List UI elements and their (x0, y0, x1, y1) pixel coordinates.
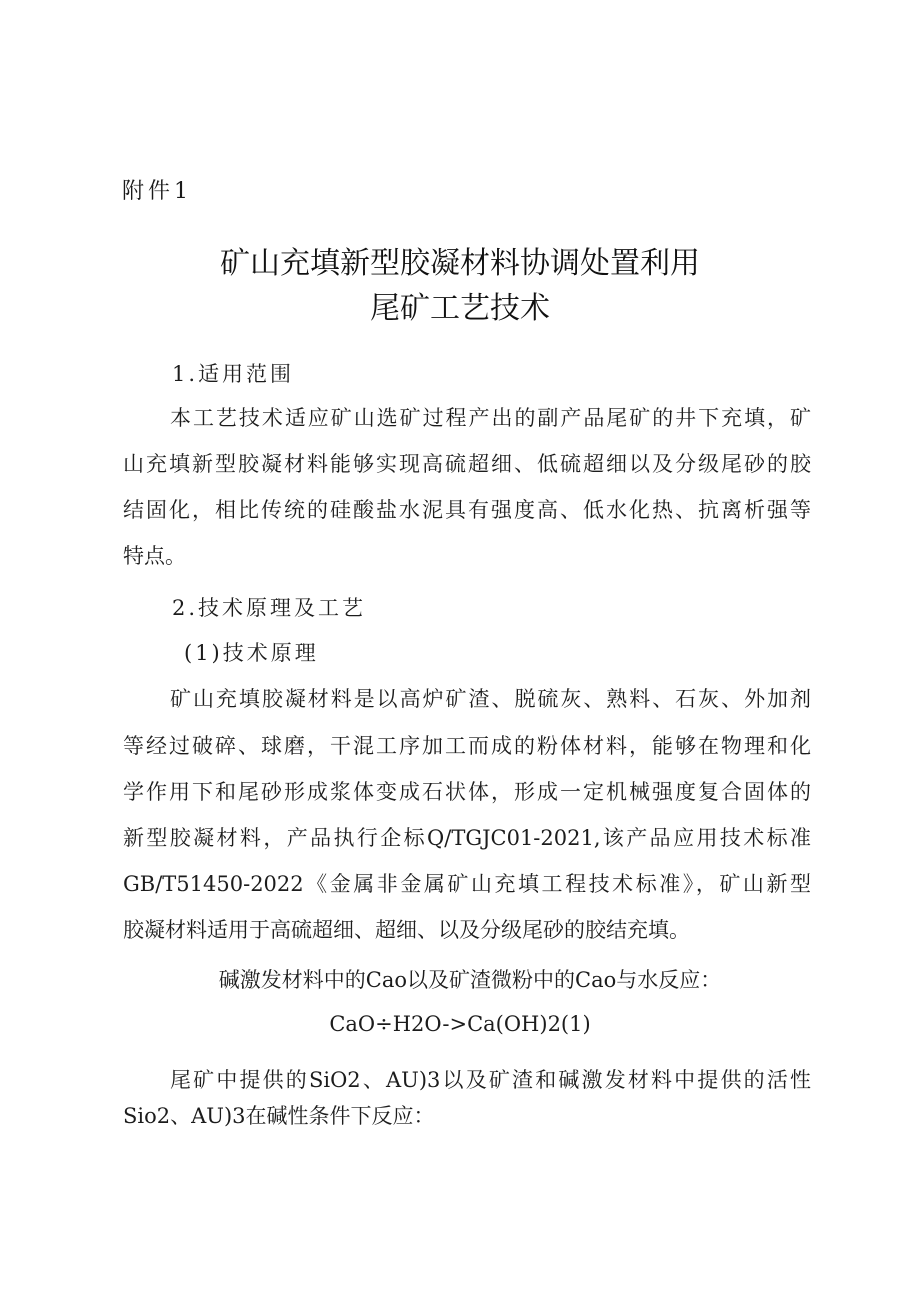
section-2-after-line: Sio2、AU)3在碱性条件下反应： (123, 1104, 435, 1128)
section-2-subheading: (1)技术原理 (184, 641, 319, 665)
section-1-paragraph-line: 结固化，相比传统的硅酸盐水泥具有强度高、低水化热、抗离析强等 (123, 498, 811, 522)
section-1-heading: 1.适用范围 (172, 362, 295, 386)
attachment-label: 附件1 (122, 179, 192, 204)
section-2-paragraph-line: GB/T51450-2022《金属非金属矿山充填工程技术标准》，矿山新型 (123, 872, 811, 896)
section-1-paragraph-line: 特点。 (123, 544, 186, 568)
section-1-paragraph-line: 本工艺技术适应矿山选矿过程产出的副产品尾矿的井下充填，矿 (170, 406, 811, 430)
section-2-after-line: 尾矿中提供的SiO2、AU)3以及矿渣和碱激发材料中提供的活性 (170, 1068, 811, 1092)
document-title-line-1: 矿山充填新型胶凝材料协调处置利用 (220, 246, 700, 281)
reaction-intro: 碱激发材料中的Cao以及矿渣微粉中的Cao与水反应： (218, 968, 722, 992)
section-1-paragraph-line: 山充填新型胶凝材料能够实现高硫超细、低硫超细以及分级尾砂的胶 (123, 452, 811, 476)
section-2-paragraph-line: 学作用下和尾砂形成浆体变成石状体，形成一定机械强度复合固体的 (123, 780, 811, 804)
section-2-paragraph-line: 胶凝材料适用于高硫超细、超细、以及分级尾砂的胶结充填。 (123, 918, 690, 942)
section-2-paragraph-line: 矿山充填胶凝材料是以高炉矿渣、脱硫灰、熟料、石灰、外加剂 (170, 687, 811, 711)
section-2-heading: 2.技术原理及工艺 (172, 596, 367, 620)
section-2-paragraph-line: 新型胶凝材料，产品执行企标Q/TGJC01-2021,该产品应用技术标准 (123, 826, 811, 850)
section-2-paragraph-line: 等经过破碎、球磨，干混工序加工而成的粉体材料，能够在物理和化 (123, 734, 811, 758)
document-title-line-2: 尾矿工艺技术 (370, 291, 550, 326)
chemical-formula: CaO÷H2O->Ca(OH)2(1) (329, 1012, 591, 1036)
